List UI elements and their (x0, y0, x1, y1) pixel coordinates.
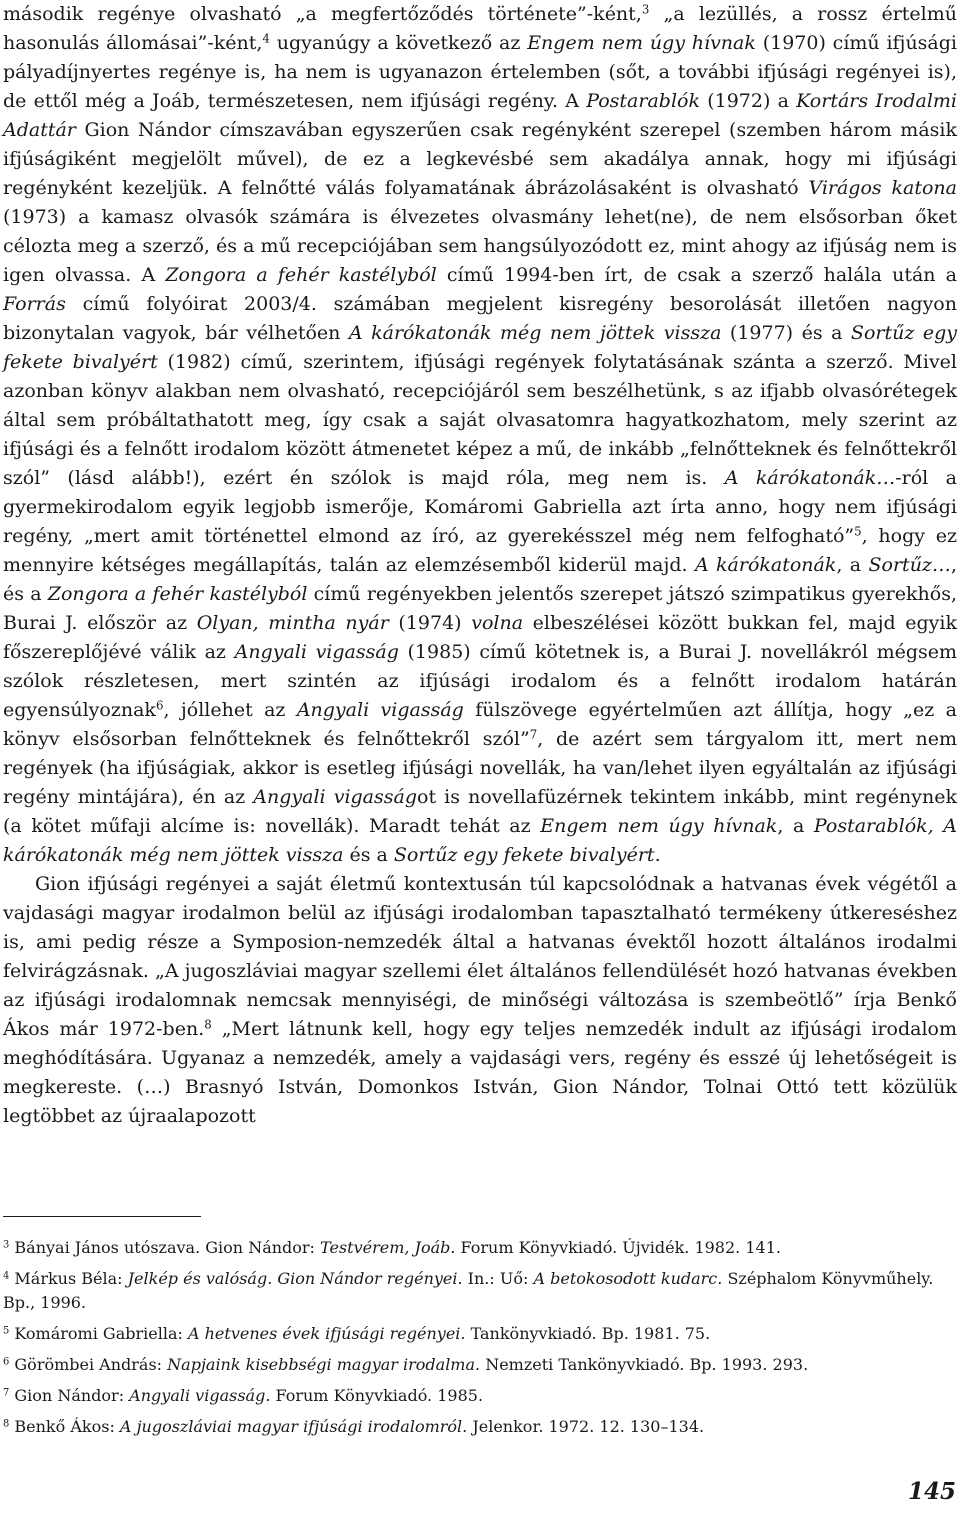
italic-title: Virágos katona (808, 177, 957, 199)
footnote-6 (3, 1353, 957, 1377)
italic-title: Angyali vigasság (253, 786, 418, 808)
italic-title: Sortűz… (868, 554, 951, 576)
text-run: Széphalom Könyvműhely. Bp., 1996. (3, 1269, 934, 1312)
footnote-3 (3, 1236, 957, 1260)
italic-title: Engem nem úgy hívnak (540, 815, 778, 837)
page-number: 145 (907, 1478, 956, 1505)
footnote-ref: 7 (529, 727, 538, 742)
text-run: Görömbei András: (9, 1355, 168, 1374)
footnote-ref: 5 (3, 1325, 10, 1337)
footnote-7 (3, 1384, 957, 1408)
text-run: második regénye olvasható „a megfertőződés története”-ként, (3, 3, 642, 25)
italic-title: Olyan, mintha nyár (196, 612, 389, 634)
italic-title: volna (471, 612, 524, 634)
text-run: ot is novellafüzérnek tekintem inkább, mint regénynek (a kötet műfaji alcíme is: novellák). Maradt tehát az (3, 786, 957, 837)
text-run: -ról a gyermekirodalom egyik legjobb ismerője, Komáromi Gabriella azt írta anno, hogy nem ifjúsági regény, „mert amit történettel elmond az író, az gyerekésszel még nem felfogható” (3, 467, 957, 547)
italic-title: Postarablók (586, 90, 700, 112)
footnote-ref: 3 (3, 1239, 10, 1251)
italic-title: Engem nem úgy hívnak (527, 32, 756, 54)
paragraph-2 (3, 870, 957, 1131)
text-run: fülszövege egyértelműen azt állítja, hogy „ez a könyv elsősorban felnőtteknek és felnőttekről szól” (3, 699, 957, 750)
italic-title: Angyali vigasság. (129, 1386, 271, 1405)
footnotes (3, 1236, 957, 1446)
text-run: Komáromi Gabriella: (9, 1324, 188, 1343)
italic-title: A jugoszláviai magyar ifjúsági irodalomról. (119, 1417, 468, 1436)
text-run: Bányai János utószava. Gion Nándor: (9, 1238, 321, 1257)
text-run: ugyanúgy a következő az (269, 32, 528, 54)
italic-title: A hetvenes évek ifjúsági regényei. (187, 1324, 466, 1343)
italic-title: Sortűz egy fekete bivalyért (3, 322, 957, 373)
text-run: „Mert látnunk kell, hogy egy teljes nemzedék indult az ifjúsági irodalom meghódítására. Ugyanaz a nemzedék, amely a vajdasági vers, regény és esszé új lehetőségeit is megkereste. (…) Brasnyó István, Domonkos István, Gion Nándor, Tolnai Ottó tett közülük legtöbbet az újraalapozott (3, 1018, 958, 1127)
italic-title: Zongora a fehér kastélyból (165, 264, 437, 286)
text-run: (1970) című ifjúsági pályadíjnyertes regénye is, ha nem is ugyanazon értelemben (sőt, a további ifjúsági regényei is), de ettől még a Joáb, természetesen, nem ifjúsági regény. A (3, 32, 957, 112)
footnote-ref: 8 (3, 1418, 10, 1430)
text-run: In.: Uő: (462, 1269, 534, 1288)
footnote-ref: 5 (854, 524, 862, 539)
text-run: „a lezüllés, a rossz értelmű hasonulás állomásai”-ként, (3, 3, 957, 54)
footnote-ref: 7 (3, 1387, 10, 1399)
footnote-8 (3, 1415, 957, 1439)
footnote-ref: 3 (641, 2, 650, 17)
text-run: és a (343, 844, 394, 866)
text-run: Jelenkor. 1972. 12. 130–134. (467, 1417, 705, 1436)
footnote-ref: 8 (204, 1017, 212, 1032)
text-run: (1982) című, szerintem, ifjúsági regények folytatásának szánta a szerző. Mivel azonban könyv alakban nem olvasható, recepciójáról sem beszélhetünk, s az ifjabb olvasórétegek által sem próbáltathatott meg, így csak a saját olvasatomra hagyatkozhatom, mely szerint az ifjúsági és a felnőtt irodalom között átmenetet képez a mű, de inkább „felnőtteknek és felnőttekről szól” (lásd alább!), ezért én szólok is majd róla, meg nem is. (3, 351, 958, 489)
italic-title: Napjaink kisebbségi magyar irodalma. (167, 1355, 481, 1374)
italic-title: Jelkép és valóság. Gion Nándor regényei. (127, 1269, 463, 1288)
text-run: (1973) a kamasz olvasók számára is élvezetes olvasmány lehet(ne), de nem elsősorban őket célozta meg a szerző, és a mű recepciójában sem hangsúlyozódott ez, mint ahogy az ifjúság nem is igen olvassa. A (3, 206, 957, 286)
text-run: Forum Könyvkiadó. Újvidék. 1982. 141. (455, 1238, 781, 1257)
italic-title: Postarablók, A kárókatonák még nem jöttek vissza (3, 815, 958, 866)
text-run: (1972) a (699, 90, 797, 112)
text-run: Gion Nándor: (9, 1386, 130, 1405)
text-run: , jóllehet az (163, 699, 297, 721)
text-run: Nemzeti Tankönyvkiadó. Bp. 1993. 293. (480, 1355, 809, 1374)
footnote-ref: 4 (3, 1270, 10, 1282)
italic-title: Testvérem, Joáb. (320, 1238, 456, 1257)
italic-title: Sortűz egy fekete bivalyért (393, 844, 655, 866)
text-run: című folyóirat 2003/4. számában megjelent kisregény besorolását illetően nagyon bizonytalan vagyok, bár vélhetően (3, 293, 957, 344)
italic-title: A kárókatonák még nem jöttek vissza (348, 322, 722, 344)
text-run: , és a (3, 554, 957, 605)
paragraph-1 (3, 0, 957, 870)
footnote-ref: 6 (3, 1356, 10, 1368)
text-run: , hogy ez mennyire kétséges megállapítás, talán az elemzésemből kiderül majd. (3, 525, 958, 576)
italic-title: A kárókatonák… (724, 467, 896, 489)
text-run: (1985) című kötetnek is, a Burai J. novellákról mégsem szólok részletesen, mert szintén az ifjúsági irodalom és a felnőtt irodalom határán egyensúlyoznak (3, 641, 958, 721)
footnote-4 (3, 1267, 957, 1315)
text-run: Tankönyvkiadó. Bp. 1981. 75. (465, 1324, 711, 1343)
text-run: , de azért sem tárgyalom itt, mert nem regények (ha ifjúságiak, akkor is esetleg ifjúsági novellák, ha van/lehet ilyen egyáltalán az ifjúsági regény mintájára), én az (3, 728, 957, 808)
italic-title: Angyali vigasság (296, 699, 464, 721)
text-run: (1974) (388, 612, 472, 634)
text-run: Gion ifjúsági regényei a saját életmű kontextusán túl kapcsolódnak a hatvanas évek végétől a vajdasági magyar irodalmon belül az ifjúsági irodalomban tapasztalható termékeny útkereséshez is, ami pedig része a Symposion-nemzedék által a hatvanas évektől hozott általános irodalmi felvirágzásnak. „A jugoszláviai magyar szellemi élet általános fellendülését hozó hatvanas években az ifjúsági irodalomnak nemcsak mennyiségi, de minőségi változása is szembeötlő” írja Benkő Ákos már 1972-ben. (3, 873, 957, 1040)
footnote-ref: 6 (155, 698, 164, 713)
text-run: Benkő Ákos: (9, 1417, 120, 1436)
body-text (3, 0, 957, 1131)
text-run: Forum Könyvkiadó. 1985. (270, 1386, 484, 1405)
text-run: Márkus Béla: (9, 1269, 128, 1288)
italic-title: A betokosodott kudarc. (533, 1269, 723, 1288)
italic-title: Angyali vigasság (234, 641, 399, 663)
footnote-5 (3, 1322, 957, 1346)
text-run: , a (777, 815, 814, 837)
italic-title: Forrás (3, 293, 66, 315)
text-run: című regényekben jelentős szerepet játszó szimpatikus gyerekhős, Burai J. először az (3, 583, 957, 634)
italic-title: Zongora a fehér kastélyból (47, 583, 308, 605)
footnote-ref: 4 (262, 31, 270, 46)
footnote-rule (3, 1216, 201, 1217)
italic-title: Kortárs Irodalmi Adattár (3, 90, 958, 141)
text-run: című 1994-ben írt, de csak a szerző halála után a (436, 264, 957, 286)
text-run: Gion Nándor címszavában egyszerűen csak regényként szerepel (szemben három másik ifjúságiként megjelölt művel), de ez a legkevésbé sem akadálya annak, hogy mi ifjúsági regényként kezeljük. A felnőtté válás folyamatának ábrázolásaként is olvasható (3, 119, 957, 199)
text-run: elbeszélései között bukkan fel, majd egyik főszereplőjévé válik az (3, 612, 958, 663)
text-run: (1977) és a (721, 322, 851, 344)
text-run: . (654, 844, 661, 866)
italic-title: A kárókatonák (694, 554, 837, 576)
text-run: , a (836, 554, 869, 576)
